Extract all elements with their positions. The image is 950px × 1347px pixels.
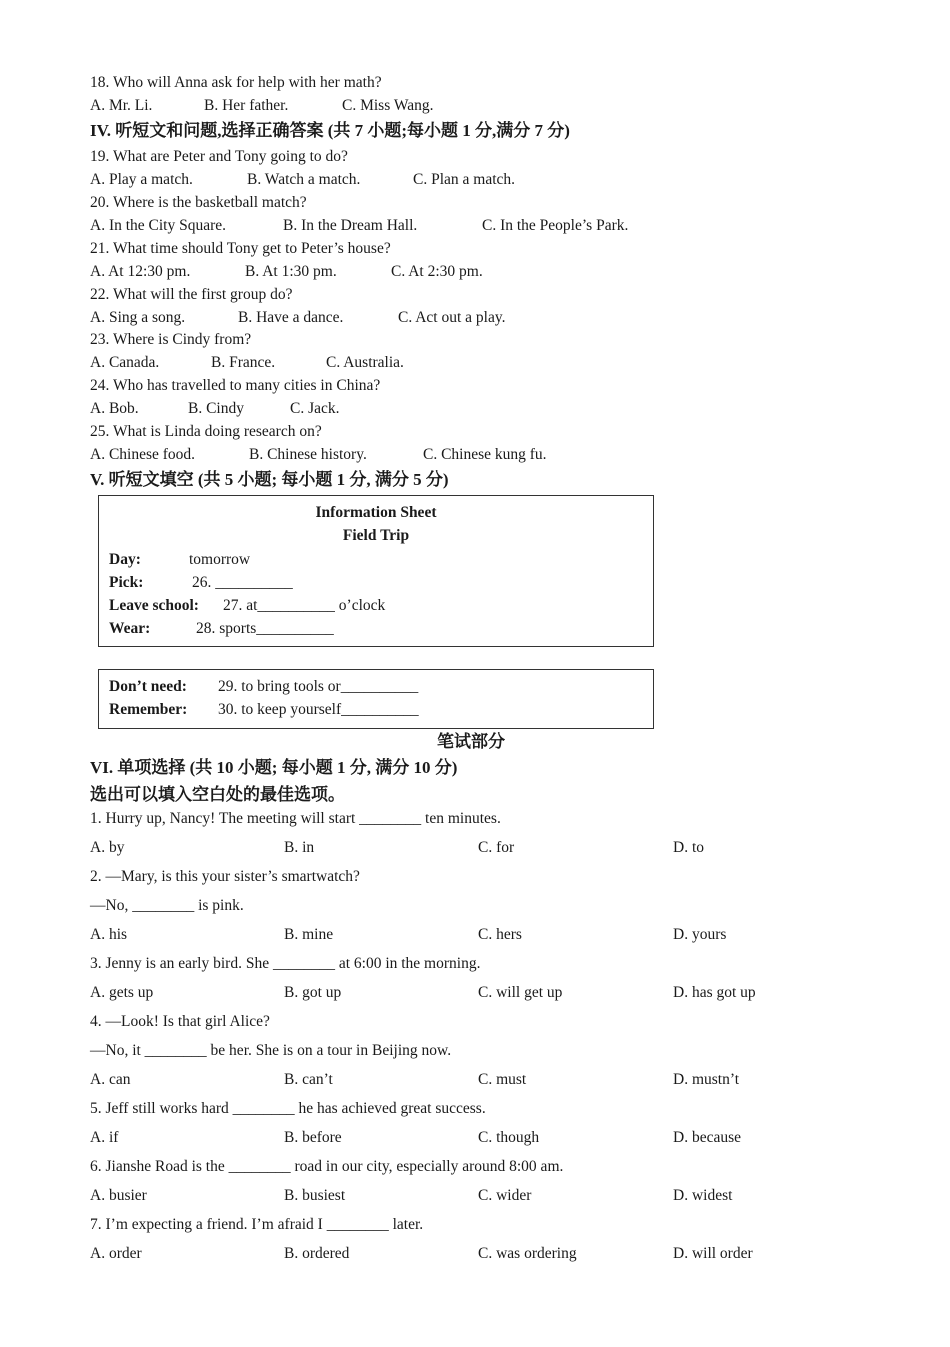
option-a: A. Chinese food. bbox=[90, 446, 196, 463]
row-label-wear: Wear: bbox=[109, 620, 151, 637]
option-c: C. Jack. bbox=[290, 400, 340, 417]
option-c: C. Australia. bbox=[326, 354, 404, 371]
option-c: C. In the People’s Park. bbox=[482, 217, 629, 234]
sheet-subtitle: Field Trip bbox=[342, 527, 410, 544]
mc-question-2: 2. —Mary, is this your sister’s smartwatch? bbox=[90, 868, 360, 885]
row-value-pick: 26. __________ bbox=[192, 574, 293, 591]
section-4-heading: IV. 听短文和问题,选择正确答案 (共 7 小题;每小题 1 分,满分 7 分) bbox=[90, 121, 570, 140]
mc-question-4-reply: —No, it ________ be her. She is on a tour in Beijing now. bbox=[90, 1042, 452, 1059]
option-a: A. order bbox=[90, 1245, 142, 1262]
option-b: B. mine bbox=[284, 926, 334, 943]
option-d: D. yours bbox=[673, 926, 727, 943]
row-label-leave-school: Leave school: bbox=[109, 597, 199, 614]
option-b: B. Her father. bbox=[204, 97, 289, 114]
option-d: D. will order bbox=[673, 1245, 753, 1262]
option-b: B. before bbox=[284, 1129, 342, 1146]
option-c: C. will get up bbox=[478, 984, 563, 1001]
row-label-day: Day: bbox=[109, 551, 141, 568]
option-d: D. mustn’t bbox=[673, 1071, 740, 1088]
option-a: A. Canada. bbox=[90, 354, 160, 371]
option-c: C. must bbox=[478, 1071, 527, 1088]
option-c: C. At 2:30 pm. bbox=[391, 263, 483, 280]
option-a: A. Bob. bbox=[90, 400, 139, 417]
mc-question-3: 3. Jenny is an early bird. She ________ at 6:00 in the morning. bbox=[90, 955, 481, 972]
option-d: D. to bbox=[673, 839, 704, 856]
option-b: B. can’t bbox=[284, 1071, 333, 1088]
mc-question-1: 1. Hurry up, Nancy! The meeting will start ________ ten minutes. bbox=[90, 810, 501, 827]
option-d: D. because bbox=[673, 1129, 741, 1146]
option-a: A. In the City Square. bbox=[90, 217, 227, 234]
option-a: A. by bbox=[90, 839, 125, 856]
question-22: 22. What will the first group do? bbox=[90, 286, 293, 303]
option-c: C. for bbox=[478, 839, 515, 856]
section-6-heading: VI. 单项选择 (共 10 小题; 每小题 1 分, 满分 10 分) bbox=[90, 758, 458, 777]
option-b: B. ordered bbox=[284, 1245, 350, 1262]
option-b: B. got up bbox=[284, 984, 342, 1001]
row-label-remember: Remember: bbox=[109, 701, 188, 718]
mc-question-7: 7. I’m expecting a friend. I’m afraid I ________ later. bbox=[90, 1216, 424, 1233]
question-19: 19. What are Peter and Tony going to do? bbox=[90, 148, 348, 165]
mc-question-6: 6. Jianshe Road is the ________ road in our city, especially around 8:00 am. bbox=[90, 1158, 564, 1175]
option-a: A. Play a match. bbox=[90, 171, 193, 188]
option-d: D. has got up bbox=[673, 984, 756, 1001]
option-a: A. his bbox=[90, 926, 128, 943]
question-21: 21. What time should Tony get to Peter’s house? bbox=[90, 240, 391, 257]
option-c: C. Act out a play. bbox=[398, 309, 506, 326]
option-a: A. Sing a song. bbox=[90, 309, 186, 326]
question-25: 25. What is Linda doing research on? bbox=[90, 423, 322, 440]
question-23: 23. Where is Cindy from? bbox=[90, 331, 252, 348]
option-c: C. Miss Wang. bbox=[342, 97, 434, 114]
row-label-pick: Pick: bbox=[109, 574, 144, 591]
information-sheet bbox=[98, 495, 654, 647]
option-b: B. in bbox=[284, 839, 315, 856]
option-b: B. In the Dream Hall. bbox=[283, 217, 418, 234]
information-sheet-continued bbox=[98, 669, 654, 729]
option-a: A. if bbox=[90, 1129, 119, 1146]
row-value-day: tomorrow bbox=[189, 551, 251, 568]
question-20: 20. Where is the basketball match? bbox=[90, 194, 307, 211]
row-label-dont-need: Don’t need: bbox=[109, 678, 187, 695]
row-value-remember: 30. to keep yourself__________ bbox=[218, 701, 419, 718]
option-a: A. can bbox=[90, 1071, 131, 1088]
option-b: B. France. bbox=[211, 354, 276, 371]
option-d: D. widest bbox=[673, 1187, 733, 1204]
row-value-dont-need: 29. to bring tools or__________ bbox=[218, 678, 419, 695]
option-b: B. Have a dance. bbox=[238, 309, 344, 326]
option-a: A. busier bbox=[90, 1187, 147, 1204]
option-c: C. Plan a match. bbox=[413, 171, 516, 188]
question-18: 18. Who will Anna ask for help with her math? bbox=[90, 74, 382, 91]
sheet-title: Information Sheet bbox=[315, 504, 437, 521]
option-b: B. Cindy bbox=[188, 400, 244, 417]
question-24: 24. Who has travelled to many cities in China? bbox=[90, 377, 381, 394]
row-value-leave-school: 27. at__________ o’clock bbox=[223, 597, 386, 614]
option-b: B. busiest bbox=[284, 1187, 346, 1204]
written-part-title: 笔试部分 bbox=[437, 732, 505, 751]
mc-question-2-reply: —No, ________ is pink. bbox=[90, 897, 244, 914]
option-c: C. Chinese kung fu. bbox=[423, 446, 547, 463]
option-c: C. hers bbox=[478, 926, 522, 943]
option-b: B. Watch a match. bbox=[247, 171, 361, 188]
section-6-instruction: 选出可以填入空白处的最佳选项。 bbox=[90, 785, 345, 804]
section-5-heading: V. 听短文填空 (共 5 小题; 每小题 1 分, 满分 5 分) bbox=[90, 470, 449, 489]
option-a: A. gets up bbox=[90, 984, 154, 1001]
option-b: B. At 1:30 pm. bbox=[245, 263, 337, 280]
option-c: C. though bbox=[478, 1129, 540, 1146]
mc-question-4: 4. —Look! Is that girl Alice? bbox=[90, 1013, 270, 1030]
mc-question-5: 5. Jeff still works hard ________ he has achieved great success. bbox=[90, 1100, 486, 1117]
option-a: A. Mr. Li. bbox=[90, 97, 153, 114]
option-a: A. At 12:30 pm. bbox=[90, 263, 191, 280]
option-c: C. wider bbox=[478, 1187, 532, 1204]
option-c: C. was ordering bbox=[478, 1245, 577, 1262]
option-b: B. Chinese history. bbox=[249, 446, 367, 463]
row-value-wear: 28. sports__________ bbox=[196, 620, 334, 637]
